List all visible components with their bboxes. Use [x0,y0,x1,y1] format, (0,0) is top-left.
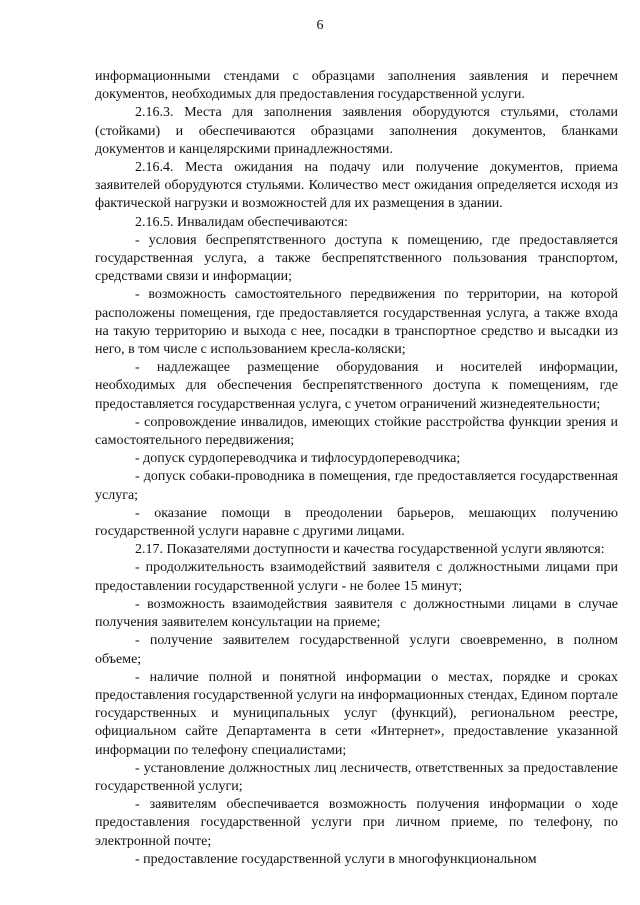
paragraph: - продолжительность взаимодействий заявителя с должностными лицами при предоставлении государственной услуги - не более 15 минут; [95,560,618,594]
paragraph: 2.17. Показателями доступности и качества государственной услуги являются: [135,542,605,558]
paragraph: - надлежащее размещение оборудования и носителей информации, необходимых для обеспечения беспрепятственного доступа к помещениям, где предоставляется государственная услуга, с учетом ограничений жизнедеятельности; [95,360,618,412]
paragraph: - наличие полной и понятной информации о местах, порядке и сроках предоставления государственной услуги на информационных стендах, Едином портале государственных и муниципальных услуг (функций), региональном реестре, официальном сайте Департамента в сети «Интернет», предоставление указанной информации по телефону специалистами; [95,669,618,758]
paragraph: - заявителям обеспечивается возможность получения информации о ходе предоставления государственной услуги при личном приеме, по телефону, по электронной почте; [95,797,618,849]
paragraph: 2.16.4. Места ожидания на подачу или получение документов, приема заявителей оборудуются стульями. Количество мест ожидания определяется исходя из фактической нагрузки и возможностей для их размещения в здании. [95,160,618,212]
paragraph: - предоставление государственной услуги в многофункциональном [135,851,537,867]
paragraph: - допуск сурдопереводчика и тифлосурдопереводчика; [135,451,461,467]
paragraph: - оказание помощи в преодолении барьеров, мешающих получению государственной услуги наравне с другими лицами. [95,505,618,540]
paragraph: - возможность самостоятельного передвижения по территории, на которой расположены помещения, где предоставляется государственная услуга, а также входа на такую территорию и выхода с нее, посадки в транспортное средство и высадки из него, в том числе с использованием кресла-коляски; [95,287,618,358]
paragraph: - получение заявителем государственной услуги своевременно, в полном объеме; [95,633,618,667]
paragraph: 2.16.5. Инвалидам обеспечиваются: [135,214,348,230]
paragraph: - установление должностных лиц лесничеств, ответственных за предоставление государственной услуги; [95,760,618,794]
page-number: 6 [316,18,324,33]
paragraph: информационными стендами с образцами заполнения заявления и перечнем документов, необходимых для предоставления государственной услуги. [95,69,618,103]
paragraph: 2.16.3. Места для заполнения заявления оборудуются стульями, столами (стойками) и обеспечиваются образцами заполнения документов, бланками документов и канцелярскими принадлежностями. [95,105,618,157]
paragraph: - сопровождение инвалидов, имеющих стойкие расстройства функции зрения и самостоятельного передвижения; [95,414,618,449]
document-body [95,68,618,869]
paragraph: - допуск собаки-проводника в помещения, где предоставляется государственная услуга; [95,469,618,503]
paragraph: - возможность взаимодействия заявителя с должностными лицами в случае получения заявителем консультации на приеме; [95,596,618,631]
paragraph: - условия беспрепятственного доступа к помещению, где предоставляется государственная услуга, а также беспрепятственного пользования транспортом, средствами связи и информации; [95,232,618,285]
